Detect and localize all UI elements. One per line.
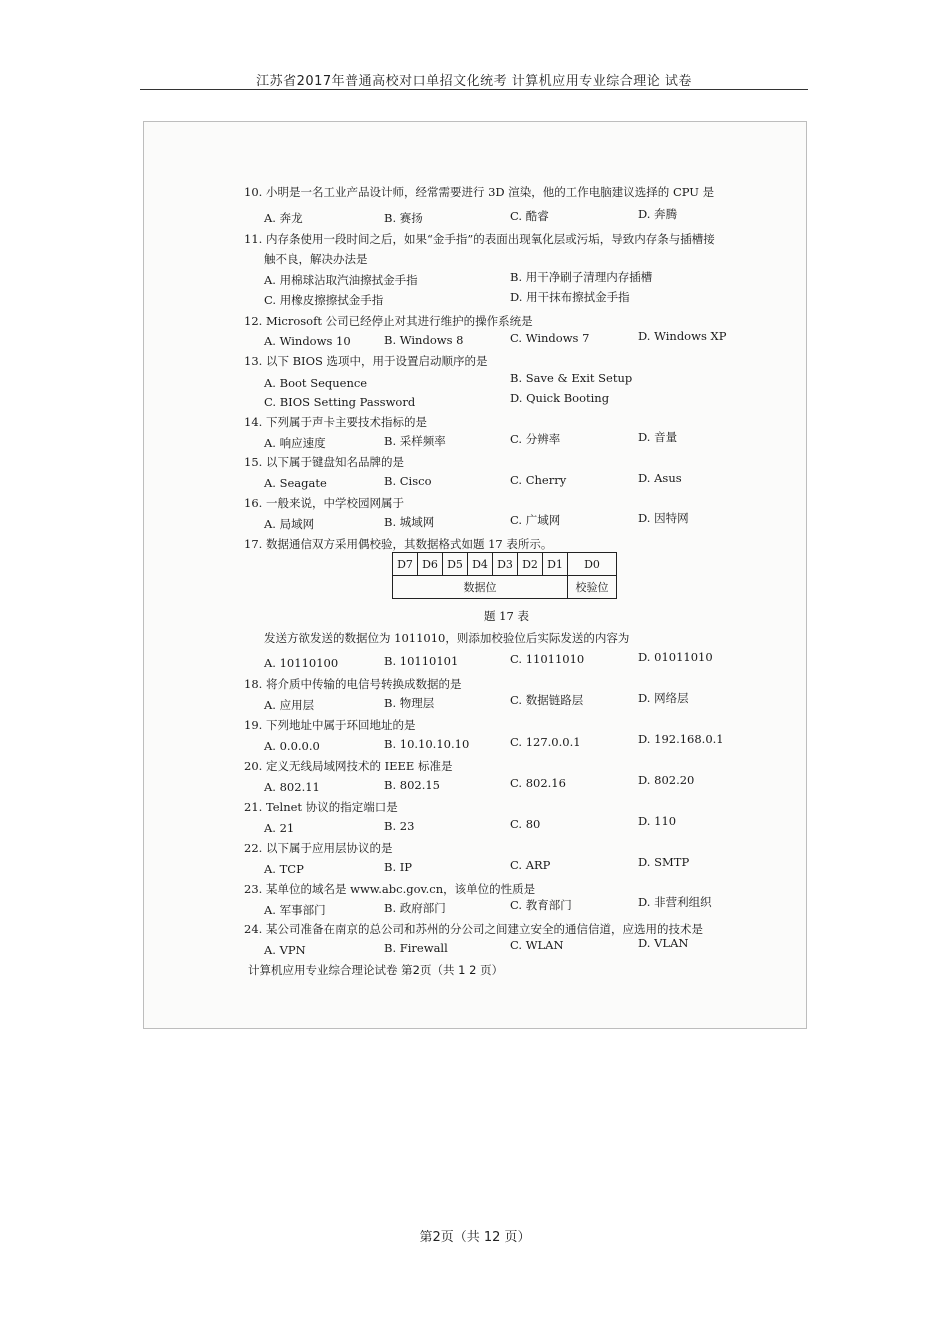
option-b: B. 用干净刷子清理内存插槽 — [510, 270, 653, 284]
bit-cell: D1 — [543, 553, 568, 576]
option-d: D. 用干抹布擦拭金手指 — [510, 290, 630, 304]
option-c: C. 数据链路层 — [510, 693, 584, 707]
question-stem-continued: 触不良，解决办法是 — [264, 252, 368, 266]
option-c: C. ARP — [510, 858, 551, 872]
question-stem: 20. 定义无线局域网技术的 IEEE 标准是 — [244, 759, 453, 773]
option-b: B. IP — [384, 860, 413, 874]
option-a: A. 应用层 — [264, 698, 315, 712]
option-d: D. 奔腾 — [638, 207, 678, 221]
option-d: D. Asus — [638, 471, 682, 485]
option-a: A. Seagate — [264, 476, 327, 490]
option-b: B. 采样频率 — [384, 434, 446, 448]
option-c: C. 802.16 — [510, 776, 566, 790]
scanned-exam-page — [143, 121, 807, 1029]
question-stem: 19. 下列地址中属于环回地址的是 — [244, 718, 416, 732]
question-11 — [244, 229, 764, 269]
option-a: A. TCP — [264, 862, 304, 876]
option-d: D. SMTP — [638, 855, 690, 869]
table-17 — [392, 552, 617, 599]
question-17 — [244, 534, 764, 554]
option-c: C. 11011010 — [510, 652, 585, 666]
question-15 — [244, 452, 764, 472]
option-c: C. 广域网 — [510, 513, 561, 527]
option-b: B. 物理层 — [384, 696, 435, 710]
table-caption: 题 17 表 — [484, 609, 529, 623]
option-d: D. Quick Booting — [510, 391, 610, 405]
question-17-continued — [264, 628, 784, 648]
question-stem: 11. 内存条使用一段时间之后，如果“金手指”的表面出现氧化层或污垢，导致内存条与插槽接 — [244, 232, 715, 246]
bit-cell: D2 — [518, 553, 543, 576]
question-21 — [244, 797, 764, 817]
question-stem-continued: 发送方欲发送的数据位为 1011010，则添加校验位后实际发送的内容为 — [264, 631, 630, 645]
option-c: C. 80 — [510, 817, 541, 831]
option-c: C. 用橡皮擦擦拭金手指 — [264, 293, 384, 307]
option-b: B. 10110101 — [384, 654, 459, 668]
question-14 — [244, 412, 764, 432]
option-b: B. 城域网 — [384, 515, 435, 529]
question-stem: 14. 下列属于声卡主要技术指标的是 — [244, 415, 427, 429]
question-stem: 18. 将介质中传输的电信号转换成数据的是 — [244, 677, 462, 691]
option-b: B. Firewall — [384, 941, 448, 955]
option-a: A. Windows 10 — [264, 334, 351, 348]
option-a: A. VPN — [264, 943, 306, 957]
option-d: D. Windows XP — [638, 329, 727, 343]
option-b: B. Save & Exit Setup — [510, 371, 633, 385]
question-stem: 21. Telnet 协议的指定端口是 — [244, 800, 398, 814]
question-stem: 13. 以下 BIOS 选项中，用于设置启动顺序的是 — [244, 354, 488, 368]
question-stem: 12. Microsoft 公司已经停止对其进行维护的操作系统是 — [244, 314, 533, 328]
option-d: D. VLAN — [638, 936, 689, 950]
option-c: C. 教育部门 — [510, 898, 572, 912]
option-c: C. Cherry — [510, 473, 567, 487]
bit-cell: D7 — [393, 553, 418, 576]
option-a: A. 用棉球沾取汽油擦拭金手指 — [264, 273, 418, 287]
option-c: C. 127.0.0.1 — [510, 735, 581, 749]
parity-bit-label: 校验位 — [568, 576, 617, 599]
option-a: A. Boot Sequence — [264, 376, 368, 390]
option-b: B. 政府部门 — [384, 901, 446, 915]
option-a: A. 0.0.0.0 — [264, 739, 320, 753]
scan-page-footer: 计算机应用专业综合理论试卷 第2页（共 1 2 页） — [248, 963, 504, 977]
option-b: B. 23 — [384, 819, 415, 833]
option-a: A. 局域网 — [264, 517, 315, 531]
option-a: A. 21 — [264, 821, 295, 835]
question-stem: 10. 小明是一名工业产品设计师，经常需要进行 3D 渲染，他的工作电脑建议选择的 CPU 是 — [244, 185, 715, 199]
header-rule — [140, 89, 808, 90]
option-c: C. WLAN — [510, 938, 564, 952]
question-stem: 22. 以下属于应用层协议的是 — [244, 841, 393, 855]
option-a: A. 军事部门 — [264, 903, 326, 917]
question-stem: 23. 某单位的域名是 www.abc.gov.cn，该单位的性质是 — [244, 882, 536, 896]
option-b: B. 赛扬 — [384, 211, 423, 225]
data-bits-label: 数据位 — [393, 576, 568, 599]
option-b: B. Cisco — [384, 474, 432, 488]
option-a: A. 奔龙 — [264, 211, 303, 225]
option-d: D. 音量 — [638, 430, 678, 444]
option-b: B. 802.15 — [384, 778, 441, 792]
option-d: D. 因特网 — [638, 511, 689, 525]
page-number: 第2页（共 12 页） — [419, 1230, 531, 1245]
question-stem: 16. 一般来说，中学校园网属于 — [244, 496, 404, 510]
bit-cell: D5 — [443, 553, 468, 576]
option-d: D. 01011010 — [638, 650, 713, 664]
question-stem: 15. 以下属于键盘知名品牌的是 — [244, 455, 404, 469]
option-a: A. 响应速度 — [264, 436, 326, 450]
bit-cell: D0 — [568, 553, 617, 576]
option-d: D. 192.168.0.1 — [638, 732, 724, 746]
option-b: B. Windows 8 — [384, 333, 464, 347]
question-13 — [244, 351, 764, 371]
option-d: D. 网络层 — [638, 691, 689, 705]
option-b: B. 10.10.10.10 — [384, 737, 470, 751]
option-c: C. Windows 7 — [510, 331, 590, 345]
document-header: 江苏省2017年普通高校对口单招文化统考 计算机应用专业综合理论 试卷 — [256, 74, 692, 89]
question-stem: 17. 数据通信双方采用偶校验，其数据格式如题 17 表所示。 — [244, 537, 553, 551]
option-c: C. 分辨率 — [510, 432, 561, 446]
question-stem: 24. 某公司准备在南京的总公司和苏州的分公司之间建立安全的通信信道，应选用的技术是 — [244, 922, 703, 936]
option-c: C. 酷睿 — [510, 209, 549, 223]
option-a: A. 802.11 — [264, 780, 320, 794]
option-c: C. BIOS Setting Password — [264, 395, 416, 409]
option-d: D. 非营利组织 — [638, 895, 712, 909]
question-10 — [244, 182, 764, 202]
option-d: D. 110 — [638, 814, 677, 828]
bit-cell: D4 — [468, 553, 493, 576]
option-a: A. 10110100 — [264, 656, 339, 670]
option-d: D. 802.20 — [638, 773, 695, 787]
bit-cell: D3 — [493, 553, 518, 576]
bit-cell: D6 — [418, 553, 443, 576]
